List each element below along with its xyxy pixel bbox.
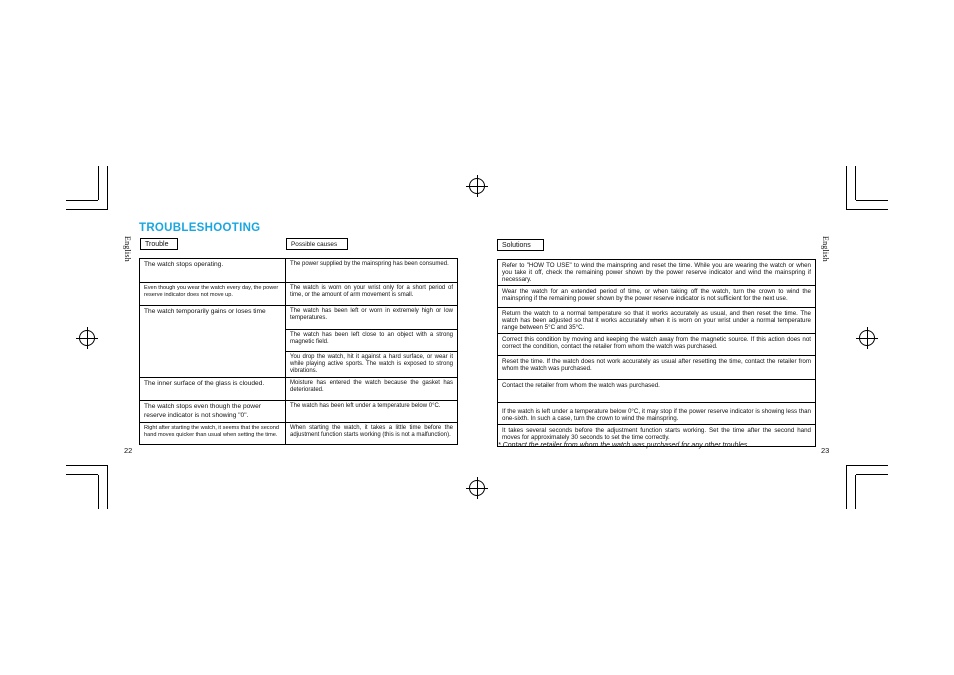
table-row bbox=[140, 259, 458, 283]
solution-cell: Correct this condition by moving and keeping the watch away from the magnetic source. If this action does not correct the condition, contact the retailer from whom the watch was purchased. bbox=[498, 334, 816, 356]
side-label-left: English bbox=[123, 236, 132, 262]
table-row bbox=[498, 380, 816, 403]
page-title: TROUBLESHOOTING bbox=[139, 222, 261, 234]
table-row bbox=[498, 403, 816, 425]
trouble-cell: The inner surface of the glass is clouded. bbox=[140, 378, 286, 401]
table-row bbox=[498, 356, 816, 380]
table-row bbox=[140, 423, 458, 445]
solutions-table bbox=[497, 259, 816, 447]
trouble-cell: The watch stops operating. bbox=[140, 259, 286, 283]
header-solutions: Solutions bbox=[497, 239, 544, 251]
solution-cell: Refer to "HOW TO USE" to wind the mainspring and reset the time. While you are wearing the watch or when you take it off, check the remaining power shown by the power reserve indicator and wind the mainspring if necessary. bbox=[498, 260, 816, 286]
cause-cell: Moisture has entered the watch because the gasket has deteriorated. bbox=[286, 378, 458, 401]
footnote: * Contact the retailer from whom the watch was purchased for any other troubles. bbox=[498, 442, 750, 449]
solution-cell: Wear the watch for an extended period of time, or when taking off the watch, turn the crown to wind the mainspring if the remaining power shown by the power reserve indicator is not sufficient for the next use. bbox=[498, 286, 816, 308]
table-row bbox=[140, 306, 458, 330]
cause-cell: The watch has been left or worn in extremely high or low temperatures. bbox=[286, 306, 458, 330]
cause-cell: The power supplied by the mainspring has been consumed. bbox=[286, 259, 458, 283]
trouble-cell: Even though you wear the watch every day, the power reserve indicator does not move up. bbox=[140, 283, 286, 306]
table-row bbox=[498, 286, 816, 308]
table-row bbox=[140, 283, 458, 306]
cause-cell: The watch is worn on your wrist only for a short period of time, or the amount of arm movement is small. bbox=[286, 283, 458, 306]
table-row bbox=[498, 308, 816, 334]
solution-cell: If the watch is left under a temperature below 0°C, it may stop if the power reserve indicator is showing less than one-sixth. In such a case, turn the crown to wind the mainspring. bbox=[498, 403, 816, 425]
solution-cell: Contact the retailer from whom the watch was purchased. bbox=[498, 380, 816, 403]
cause-cell: The watch has been left close to an object with a strong magnetic field. bbox=[286, 330, 458, 352]
trouble-causes-table bbox=[139, 258, 458, 445]
page-number-left: 22 bbox=[124, 446, 133, 455]
table-row bbox=[140, 378, 458, 401]
cause-cell: You drop the watch, hit it against a hard surface, or wear it while playing active sports. The watch is exposed to strong vibrations. bbox=[286, 352, 458, 378]
solution-cell: Return the watch to a normal temperature so that it works accurately as usual, and then reset the time. The watch has been adjusted so that it works accurately when it is worn on your wrist under a normal temperature range between 5°C and 35°C. bbox=[498, 308, 816, 334]
table-row bbox=[498, 334, 816, 356]
cause-cell: When starting the watch, it takes a little time before the adjustment function starts working (this is not a malfunction). bbox=[286, 423, 458, 445]
table-row bbox=[498, 260, 816, 286]
table-row bbox=[140, 401, 458, 423]
trouble-cell: The watch temporarily gains or loses time bbox=[140, 306, 286, 378]
solution-cell: It takes several seconds before the adjustment function starts working. Set the time after the second hand moves for approximately 30 seconds to set the time correctly. bbox=[498, 425, 816, 447]
trouble-cell: Right after starting the watch, it seems that the second hand moves quicker than usual when setting the time. bbox=[140, 423, 286, 445]
header-trouble: Trouble bbox=[140, 238, 178, 250]
trouble-cell: The watch stops even though the power reserve indicator is not showing "0". bbox=[140, 401, 286, 423]
side-label-right: English bbox=[821, 236, 830, 262]
page-number-right: 23 bbox=[821, 446, 830, 455]
cause-cell: The watch has been left under a temperature below 0°C. bbox=[286, 401, 458, 423]
solution-cell: Reset the time. If the watch does not work accurately as usual after resetting the time, contact the retailer from whom the watch was purchased. bbox=[498, 356, 816, 380]
header-causes: Possible causes bbox=[286, 238, 348, 250]
